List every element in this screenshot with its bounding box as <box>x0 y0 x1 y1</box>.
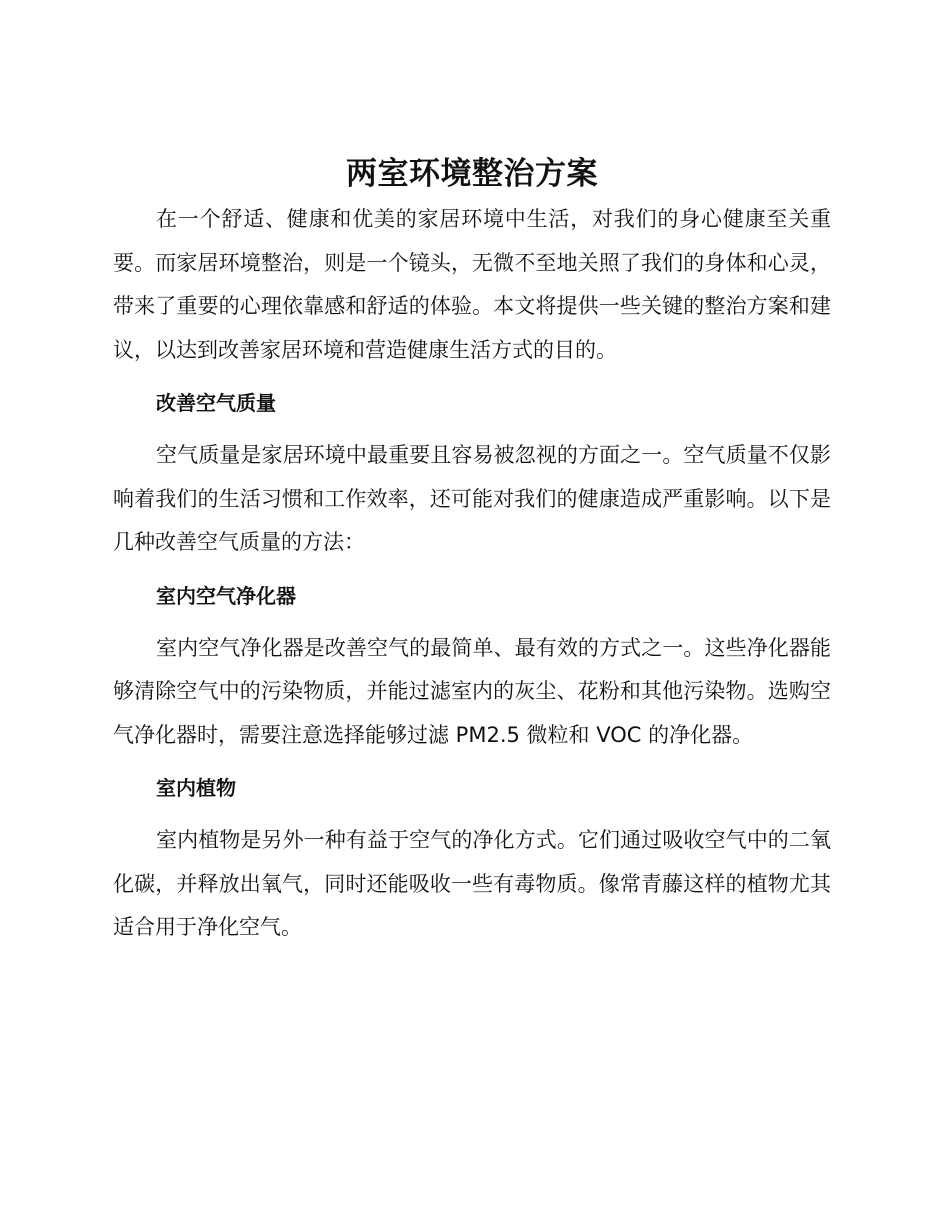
section-heading-indoor-plants: 室内植物 <box>156 776 236 800</box>
section-heading-air-quality: 改善空气质量 <box>156 391 276 415</box>
document-page <box>113 150 831 950</box>
section-body-air-quality: 空气质量是家居环境中最重要且容易被忽视的方面之一。空气质量不仅影响着我们的生活习惯和工作效率，还可能对我们的健康造成严重影响。以下是几种改善空气质量的方法： <box>113 443 831 554</box>
intro-paragraph: 在一个舒适、健康和优美的家居环境中生活，对我们的身心健康至关重要。而家居环境整治，则是一个镜头，无微不至地关照了我们的身体和心灵，带来了重要的心理依靠感和舒适的体验。本文将提供一些关键的整治方案和建议，以达到改善家居环境和营造健康生活方式的目的。 <box>113 207 831 362</box>
section-body-air-purifier: 室内空气净化器是改善空气的最简单、最有效的方式之一。这些净化器能够清除空气中的污染物质，并能过滤室内的灰尘、花粉和其他污染物。选购空气净化器时，需要注意选择能够过滤 PM2.5 微粒和 VOC 的净化器。 <box>113 635 831 747</box>
section-heading-air-purifier: 室内空气净化器 <box>156 583 296 608</box>
document-title: 两室环境整治方案 <box>346 156 598 192</box>
section-body-indoor-plants: 室内植物是另外一种有益于空气的净化方式。它们通过吸收空气中的二氧化碳，并释放出氧气，同时还能吸收一些有毒物质。像常青藤这样的植物尤其适合用于净化空气。 <box>113 828 831 939</box>
